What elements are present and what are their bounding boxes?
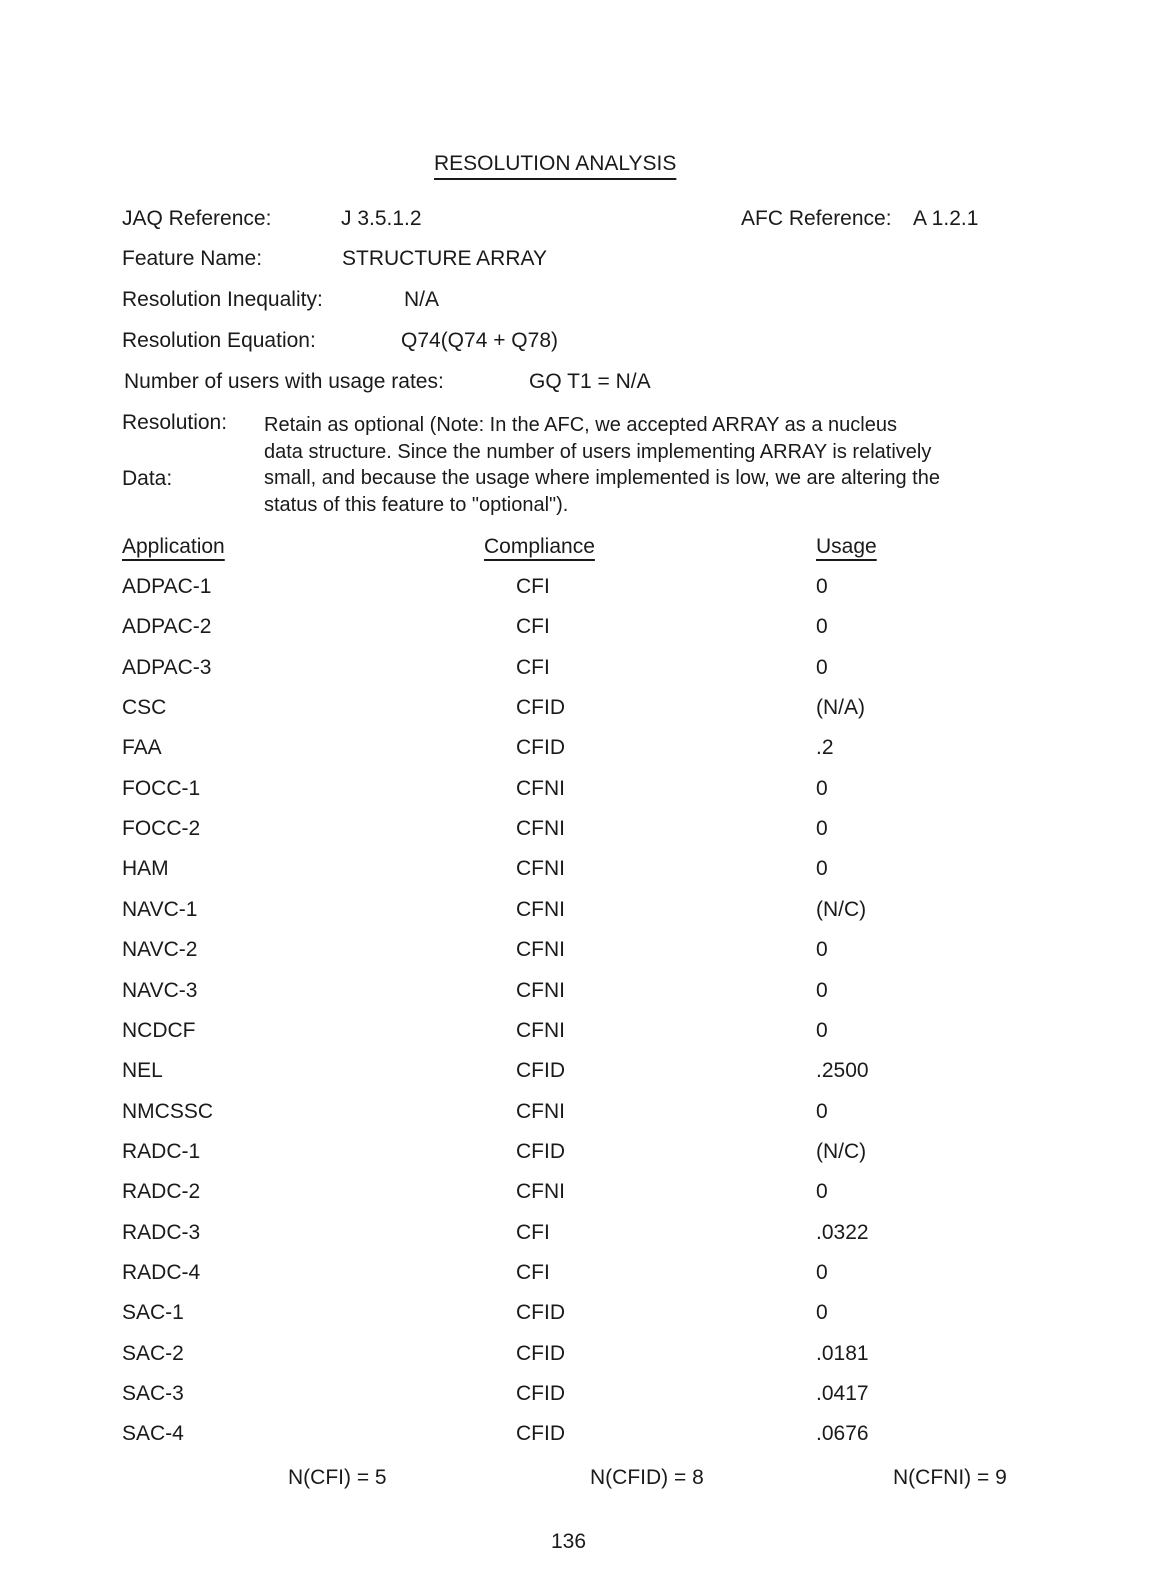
cell-application: ADPAC-2 (122, 615, 212, 638)
users-label: Number of users with usage rates: (124, 370, 444, 393)
table-row (0, 615, 1168, 645)
cell-compliance: CFID (516, 1342, 565, 1365)
cell-application: SAC-3 (122, 1382, 184, 1405)
table-row (0, 1382, 1168, 1412)
cell-usage: (N/C) (816, 898, 867, 921)
cell-application: SAC-2 (122, 1342, 184, 1365)
cell-usage: 0 (816, 1301, 828, 1324)
cell-compliance: CFID (516, 696, 565, 719)
cell-application: NCDCF (122, 1019, 196, 1042)
cell-compliance: CFID (516, 1301, 565, 1324)
cell-compliance: CFID (516, 1059, 565, 1082)
table-row (0, 1342, 1168, 1372)
cell-usage: 0 (816, 1261, 828, 1284)
cell-application: NMCSSC (122, 1100, 214, 1123)
cell-application: HAM (122, 857, 169, 880)
table-row (0, 1140, 1168, 1170)
cell-compliance: CFNI (516, 938, 565, 961)
cell-compliance: CFNI (516, 979, 565, 1002)
cell-compliance: CFI (516, 615, 550, 638)
table-row (0, 1059, 1168, 1089)
cell-application: RADC-2 (122, 1180, 201, 1203)
cell-application: SAC-1 (122, 1301, 184, 1324)
cell-compliance: CFID (516, 736, 565, 759)
equation-row (0, 329, 1168, 359)
jaq-value: J 3.5.1.2 (341, 207, 422, 230)
table-row (0, 575, 1168, 605)
page-number: 136 (551, 1530, 587, 1553)
cell-application: NAVC-3 (122, 979, 198, 1002)
table-row (0, 938, 1168, 968)
cell-application: NEL (122, 1059, 163, 1082)
total-cfni: N(CFNI) = 9 (893, 1466, 1007, 1489)
afc-value: A 1.2.1 (913, 207, 979, 230)
table-row (0, 736, 1168, 766)
cell-compliance: CFNI (516, 817, 565, 840)
cell-compliance: CFI (516, 1221, 550, 1244)
cell-usage: .0417 (816, 1382, 869, 1405)
table-header (0, 535, 1168, 565)
users-row (0, 370, 1168, 400)
cell-usage: 0 (816, 1019, 828, 1042)
cell-application: NAVC-1 (122, 898, 198, 921)
cell-application: ADPAC-3 (122, 656, 212, 679)
cell-compliance: CFI (516, 1261, 550, 1284)
total-cfi: N(CFI) = 5 (288, 1466, 387, 1489)
table-row (0, 1221, 1168, 1251)
table-row (0, 898, 1168, 928)
table-row (0, 857, 1168, 887)
cell-compliance: CFID (516, 1422, 565, 1445)
cell-usage: 0 (816, 857, 828, 880)
cell-usage: 0 (816, 615, 828, 638)
inequality-label: Resolution Inequality: (122, 288, 323, 311)
cell-compliance: CFNI (516, 1019, 565, 1042)
users-value: GQ T1 = N/A (529, 370, 651, 393)
resolution-line: status of this feature to "optional"). (264, 493, 569, 516)
table-row (0, 1422, 1168, 1452)
resolution-line: small, and because the usage where implemented is low, we are altering the (264, 467, 940, 489)
header-application: Application (122, 535, 225, 558)
cell-compliance: CFID (516, 1140, 565, 1163)
cell-compliance: CFNI (516, 898, 565, 921)
table-row (0, 656, 1168, 686)
equation-label: Resolution Equation: (122, 329, 316, 352)
afc-label: AFC Reference: (741, 207, 892, 230)
cell-application: RADC-1 (122, 1140, 201, 1163)
totals-row (0, 1466, 1168, 1496)
data-label: Data: (122, 467, 173, 490)
cell-usage: 0 (816, 938, 828, 961)
cell-usage: 0 (816, 979, 828, 1002)
total-cfid: N(CFID) = 8 (590, 1466, 704, 1489)
cell-compliance: CFNI (516, 857, 565, 880)
cell-compliance: CFNI (516, 1180, 565, 1203)
jaq-label: JAQ Reference: (122, 207, 272, 230)
cell-application: ADPAC-1 (122, 575, 212, 598)
cell-compliance: CFI (516, 575, 550, 598)
cell-application: NAVC-2 (122, 938, 198, 961)
table-row (0, 1019, 1168, 1049)
cell-usage: 0 (816, 575, 828, 598)
table-row (0, 696, 1168, 726)
header-compliance: Compliance (484, 535, 595, 558)
cell-application: RADC-3 (122, 1221, 201, 1244)
table-row (0, 817, 1168, 847)
resolution-label: Resolution: (122, 411, 228, 434)
inequality-row (0, 288, 1168, 318)
cell-usage: (N/C) (816, 1140, 867, 1163)
cell-usage: .0181 (816, 1342, 869, 1365)
cell-usage: .2500 (816, 1059, 869, 1082)
table-row (0, 1180, 1168, 1210)
cell-compliance: CFNI (516, 777, 565, 800)
cell-usage: (N/A) (816, 696, 865, 719)
cell-compliance: CFI (516, 656, 550, 679)
cell-application: SAC-4 (122, 1422, 184, 1445)
table-row (0, 777, 1168, 807)
cell-application: FOCC-1 (122, 777, 201, 800)
cell-application: FOCC-2 (122, 817, 201, 840)
table-row (0, 1100, 1168, 1130)
table-row (0, 979, 1168, 1009)
resolution-line: Retain as optional (Note: In the AFC, we accepted ARRAY as a nucleus (264, 414, 897, 436)
feature-label: Feature Name: (122, 247, 263, 270)
cell-compliance: CFNI (516, 1100, 565, 1123)
cell-usage: 0 (816, 817, 828, 840)
equation-value: Q74(Q74 + Q78) (401, 329, 558, 352)
feature-name-row (0, 247, 1168, 277)
inequality-value: N/A (404, 288, 440, 311)
header-usage: Usage (816, 535, 877, 558)
table-row (0, 1261, 1168, 1291)
cell-application: FAA (122, 736, 162, 759)
resolution-line: data structure. Since the number of users implementing ARRAY is relatively (264, 440, 932, 463)
cell-usage: .0676 (816, 1422, 869, 1445)
resolution-text (264, 412, 1054, 518)
jaq-reference-row (0, 207, 1168, 237)
cell-application: CSC (122, 696, 167, 719)
feature-value: STRUCTURE ARRAY (342, 247, 547, 270)
cell-usage: 0 (816, 656, 828, 679)
cell-usage: 0 (816, 1100, 828, 1123)
cell-usage: .2 (816, 736, 834, 759)
cell-usage: 0 (816, 777, 828, 800)
cell-usage: 0 (816, 1180, 828, 1203)
cell-usage: .0322 (816, 1221, 869, 1244)
cell-compliance: CFID (516, 1382, 565, 1405)
table-row (0, 1301, 1168, 1331)
page-title: RESOLUTION ANALYSIS (434, 152, 677, 175)
cell-application: RADC-4 (122, 1261, 201, 1284)
